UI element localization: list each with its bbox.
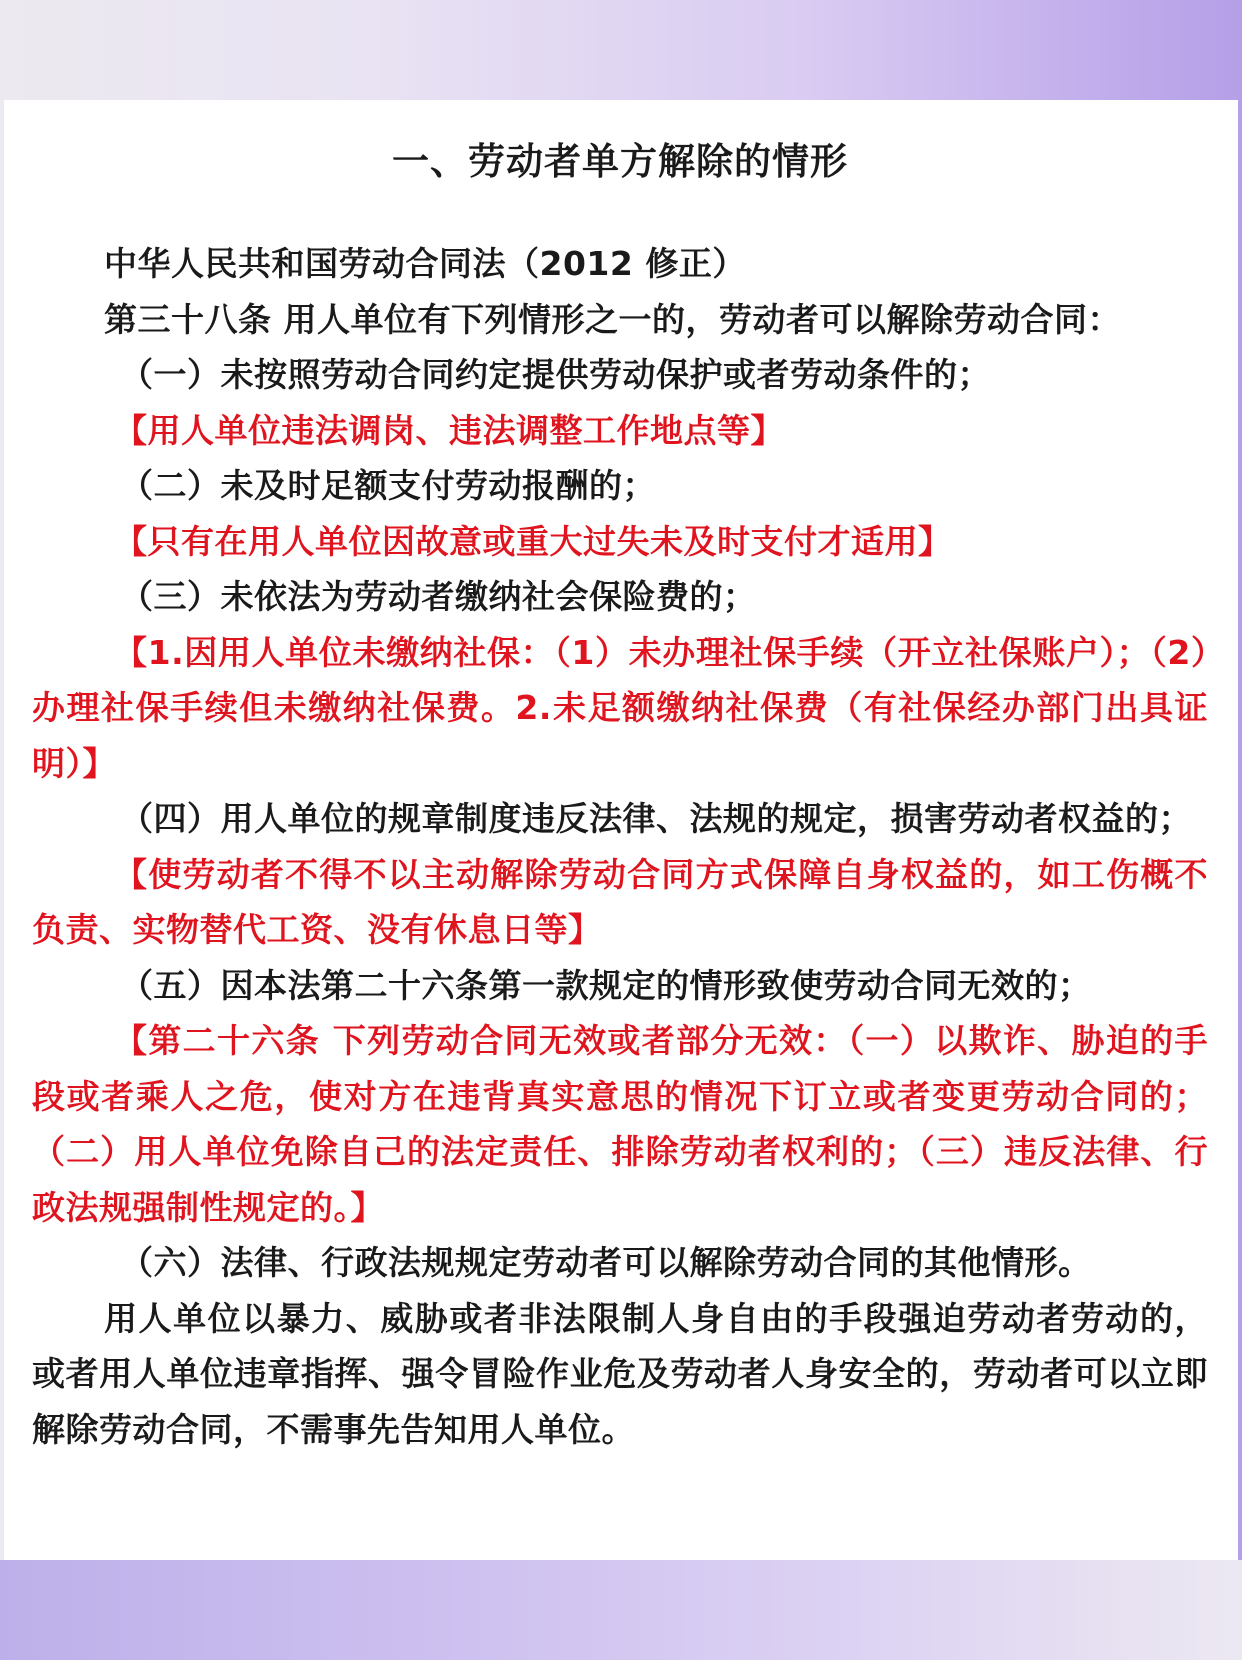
item-2-note: 【只有在用人单位因故意或重大过失未及时支付才适用】 <box>114 521 952 561</box>
item-5-note: 【第二十六条 下列劳动合同无效或者部分无效：（一）以欺诈、胁迫的手段或者乘人之危，使对方在违背真实意思的情况下订立或者变更劳动合同的；（二）用人单位免除自己的法定责任、排除劳动者权利的；（三）违反法律、行政法规强制性规定的。】 <box>32 1021 1208 1227</box>
item-4: （四）用人单位的规章制度违反法律、法规的规定，损害劳动者权益的； <box>120 799 1192 838</box>
item-5: （五）因本法第二十六条第一款规定的情形致使劳动合同无效的； <box>120 965 1092 1005</box>
law-title: 中华人民共和国劳动合同法（2012 修正） <box>104 244 746 283</box>
item-2: （二）未及时足额支付劳动报酬的； <box>120 466 656 505</box>
item-6: （六）法律、行政法规规定劳动者可以解除劳动合同的其他情形。 <box>120 1243 1092 1282</box>
page-title: 一、劳动者单方解除的情形 <box>392 140 848 183</box>
background-bottom-band <box>0 1560 1242 1660</box>
item-1-note: 【用人单位违法调岗、违法调整工作地点等】 <box>114 410 784 450</box>
item-3-note: 【1.因用人单位未缴纳社保：（1）未办理社保手续（开立社保账户）；（2）办理社保手续但未缴纳社保费。2.未足额缴纳社保费（有社保经办部门出具证明）】 <box>32 632 1208 783</box>
document-card <box>4 100 1238 1560</box>
closing-paragraph: 用人单位以暴力、威胁或者非法限制人身自由的手段强迫劳动者劳动的，或者用人单位违章指挥、强令冒险作业危及劳动者人身安全的，劳动者可以立即解除劳动合同，不需事先告知用人单位。 <box>32 1298 1208 1449</box>
article-heading: 第三十八条 用人单位有下列情形之一的，劳动者可以解除劳动合同： <box>104 299 1121 339</box>
item-4-note: 【使劳动者不得不以主动解除劳动合同方式保障自身权益的，如工伤概不负责、实物替代工资、没有休息日等】 <box>32 854 1208 949</box>
item-3: （三）未依法为劳动者缴纳社会保险费的； <box>120 577 757 616</box>
item-1: （一）未按照劳动合同约定提供劳动保护或者劳动条件的； <box>120 355 991 394</box>
